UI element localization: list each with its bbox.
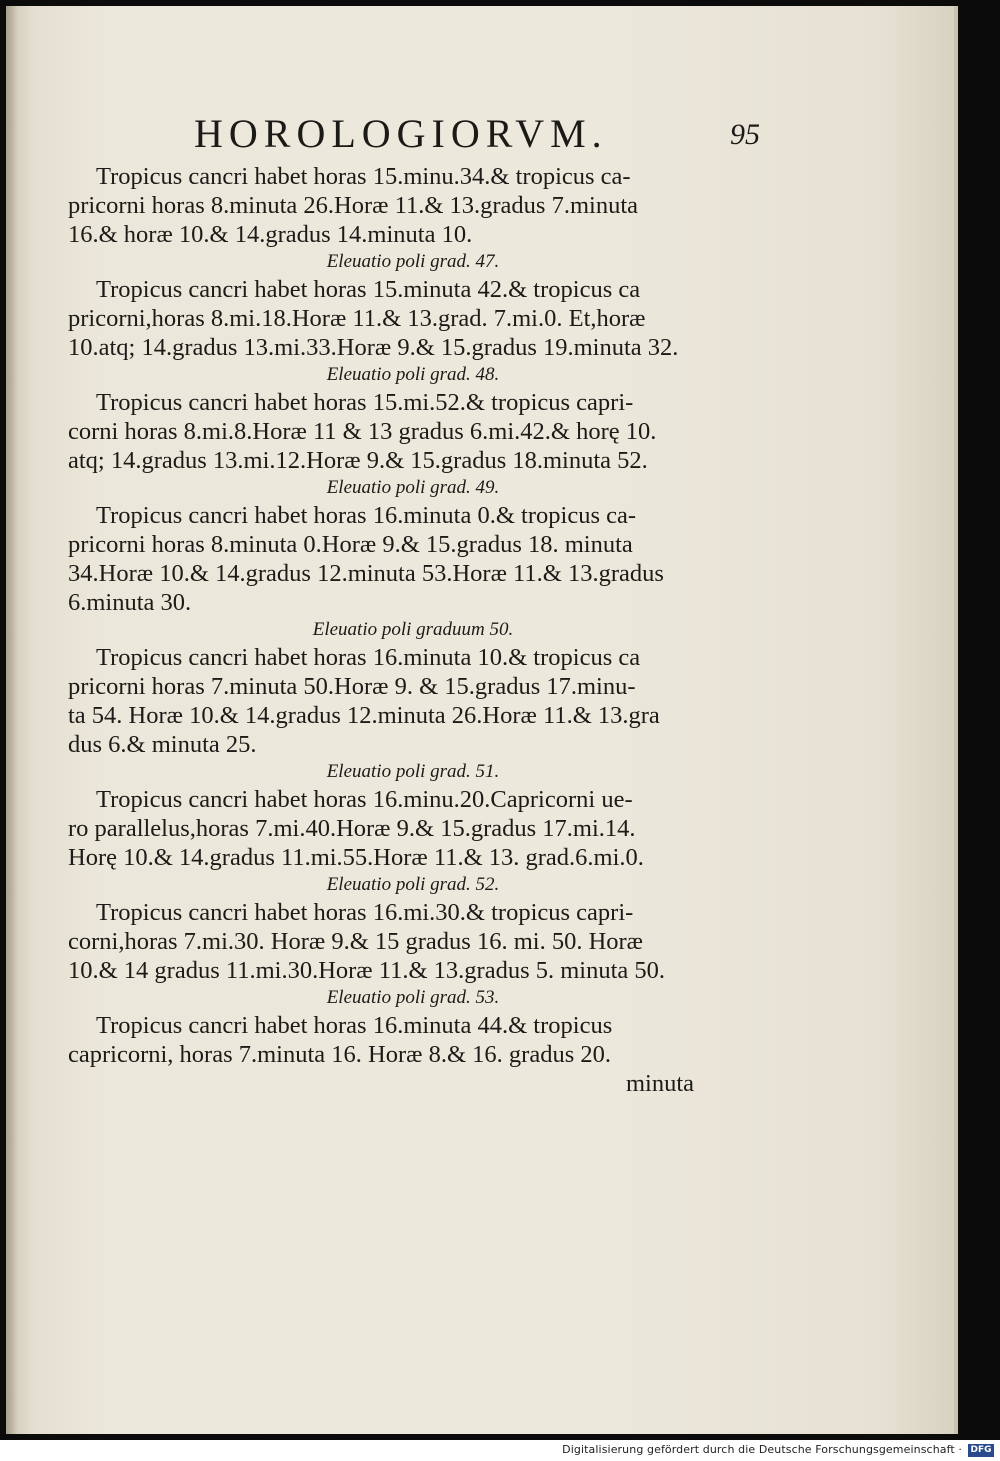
funding-credit: Digitalisierung gefördert durch die Deutsche Forschungsgemeinschaft ·: [562, 1443, 962, 1456]
text-line: Horę 10.& 14.gradus 11.mi.55.Horæ 11.& 13. grad.6.mi.0.: [68, 844, 644, 871]
text-line: corni horas 8.mi.8.Horæ 11 & 13 gradus 6.mi.42.& horę 10.: [68, 418, 657, 445]
page-gutter-shadow: [6, 6, 18, 1434]
footer-bar: [0, 1440, 1000, 1461]
text-line: pricorni horas 8.minuta 26.Horæ 11.& 13.gradus 7.minuta: [68, 192, 638, 219]
text-line: 34.Horæ 10.& 14.gradus 12.minuta 53.Horæ 11.& 13.gradus: [68, 560, 664, 587]
text-line: pricorni horas 8.minuta 0.Horæ 9.& 15.gradus 18. minuta: [68, 531, 633, 558]
body-text: [68, 162, 718, 1098]
text-line: Tropicus cancri habet horas 15.mi.52.& tropicus capri-: [96, 389, 634, 416]
running-head: HOROLOGIORVM.: [194, 111, 608, 156]
text-line: dus 6.& minuta 25.: [68, 731, 257, 758]
book-page: [6, 6, 958, 1434]
dfg-logo[interactable]: DFG: [968, 1444, 994, 1457]
text-line: pricorni horas 7.minuta 50.Horæ 9. & 15.gradus 17.minu-: [68, 673, 636, 700]
section-heading: Eleuatio poli grad. 49.: [326, 477, 500, 498]
text-line: Tropicus cancri habet horas 15.minuta 42.& tropicus ca: [96, 276, 641, 303]
text-line: pricorni,horas 8.mi.18.Horæ 11.& 13.grad. 7.mi.0. Et,horæ: [68, 305, 646, 332]
text-line: Tropicus cancri habet horas 16.minuta 0.& tropicus ca-: [96, 502, 637, 529]
text-line: capricorni, horas 7.minuta 16. Horæ 8.& 16. gradus 20.: [68, 1041, 611, 1068]
text-line: Tropicus cancri habet horas 16.minuta 44.& tropicus: [96, 1012, 613, 1039]
section-heading: Eleuatio poli graduum 50.: [312, 619, 514, 640]
section-heading: Eleuatio poli grad. 52.: [326, 874, 500, 895]
section-heading: Eleuatio poli grad. 51.: [326, 761, 500, 782]
text-line: atq; 14.gradus 13.mi.12.Horæ 9.& 15.gradus 18.minuta 52.: [68, 447, 648, 474]
catchword: minuta: [625, 1070, 694, 1097]
text-line: 6.minuta 30.: [68, 589, 192, 616]
text-line: Tropicus cancri habet horas 15.minu.34.& tropicus ca-: [96, 163, 631, 190]
text-line: corni,horas 7.mi.30. Horæ 9.& 15 gradus 16. mi. 50. Horæ: [68, 928, 644, 955]
text-line: Tropicus cancri habet horas 16.minuta 10.& tropicus ca: [96, 644, 641, 671]
text-line: 16.& horæ 10.& 14.gradus 14.minuta 10.: [68, 221, 473, 248]
section-heading: Eleuatio poli grad. 47.: [326, 251, 500, 272]
section-heading: Eleuatio poli grad. 53.: [326, 987, 500, 1008]
text-line: Tropicus cancri habet horas 16.minu.20.Capricorni ue-: [96, 786, 633, 813]
text-line: 10.atq; 14.gradus 13.mi.33.Horæ 9.& 15.gradus 19.minuta 32.: [68, 334, 679, 361]
text-line: Tropicus cancri habet horas 16.mi.30.& tropicus capri-: [96, 899, 634, 926]
text-line: ro parallelus,horas 7.mi.40.Horæ 9.& 15.gradus 17.mi.14.: [68, 815, 636, 842]
text-line: 10.& 14 gradus 11.mi.30.Horæ 11.& 13.gradus 5. minuta 50.: [68, 957, 666, 984]
page-number: 95: [730, 118, 760, 151]
section-heading: Eleuatio poli grad. 48.: [326, 364, 500, 385]
text-line: ta 54. Horæ 10.& 14.gradus 12.minuta 26.Horæ 11.& 13.gra: [68, 702, 660, 729]
